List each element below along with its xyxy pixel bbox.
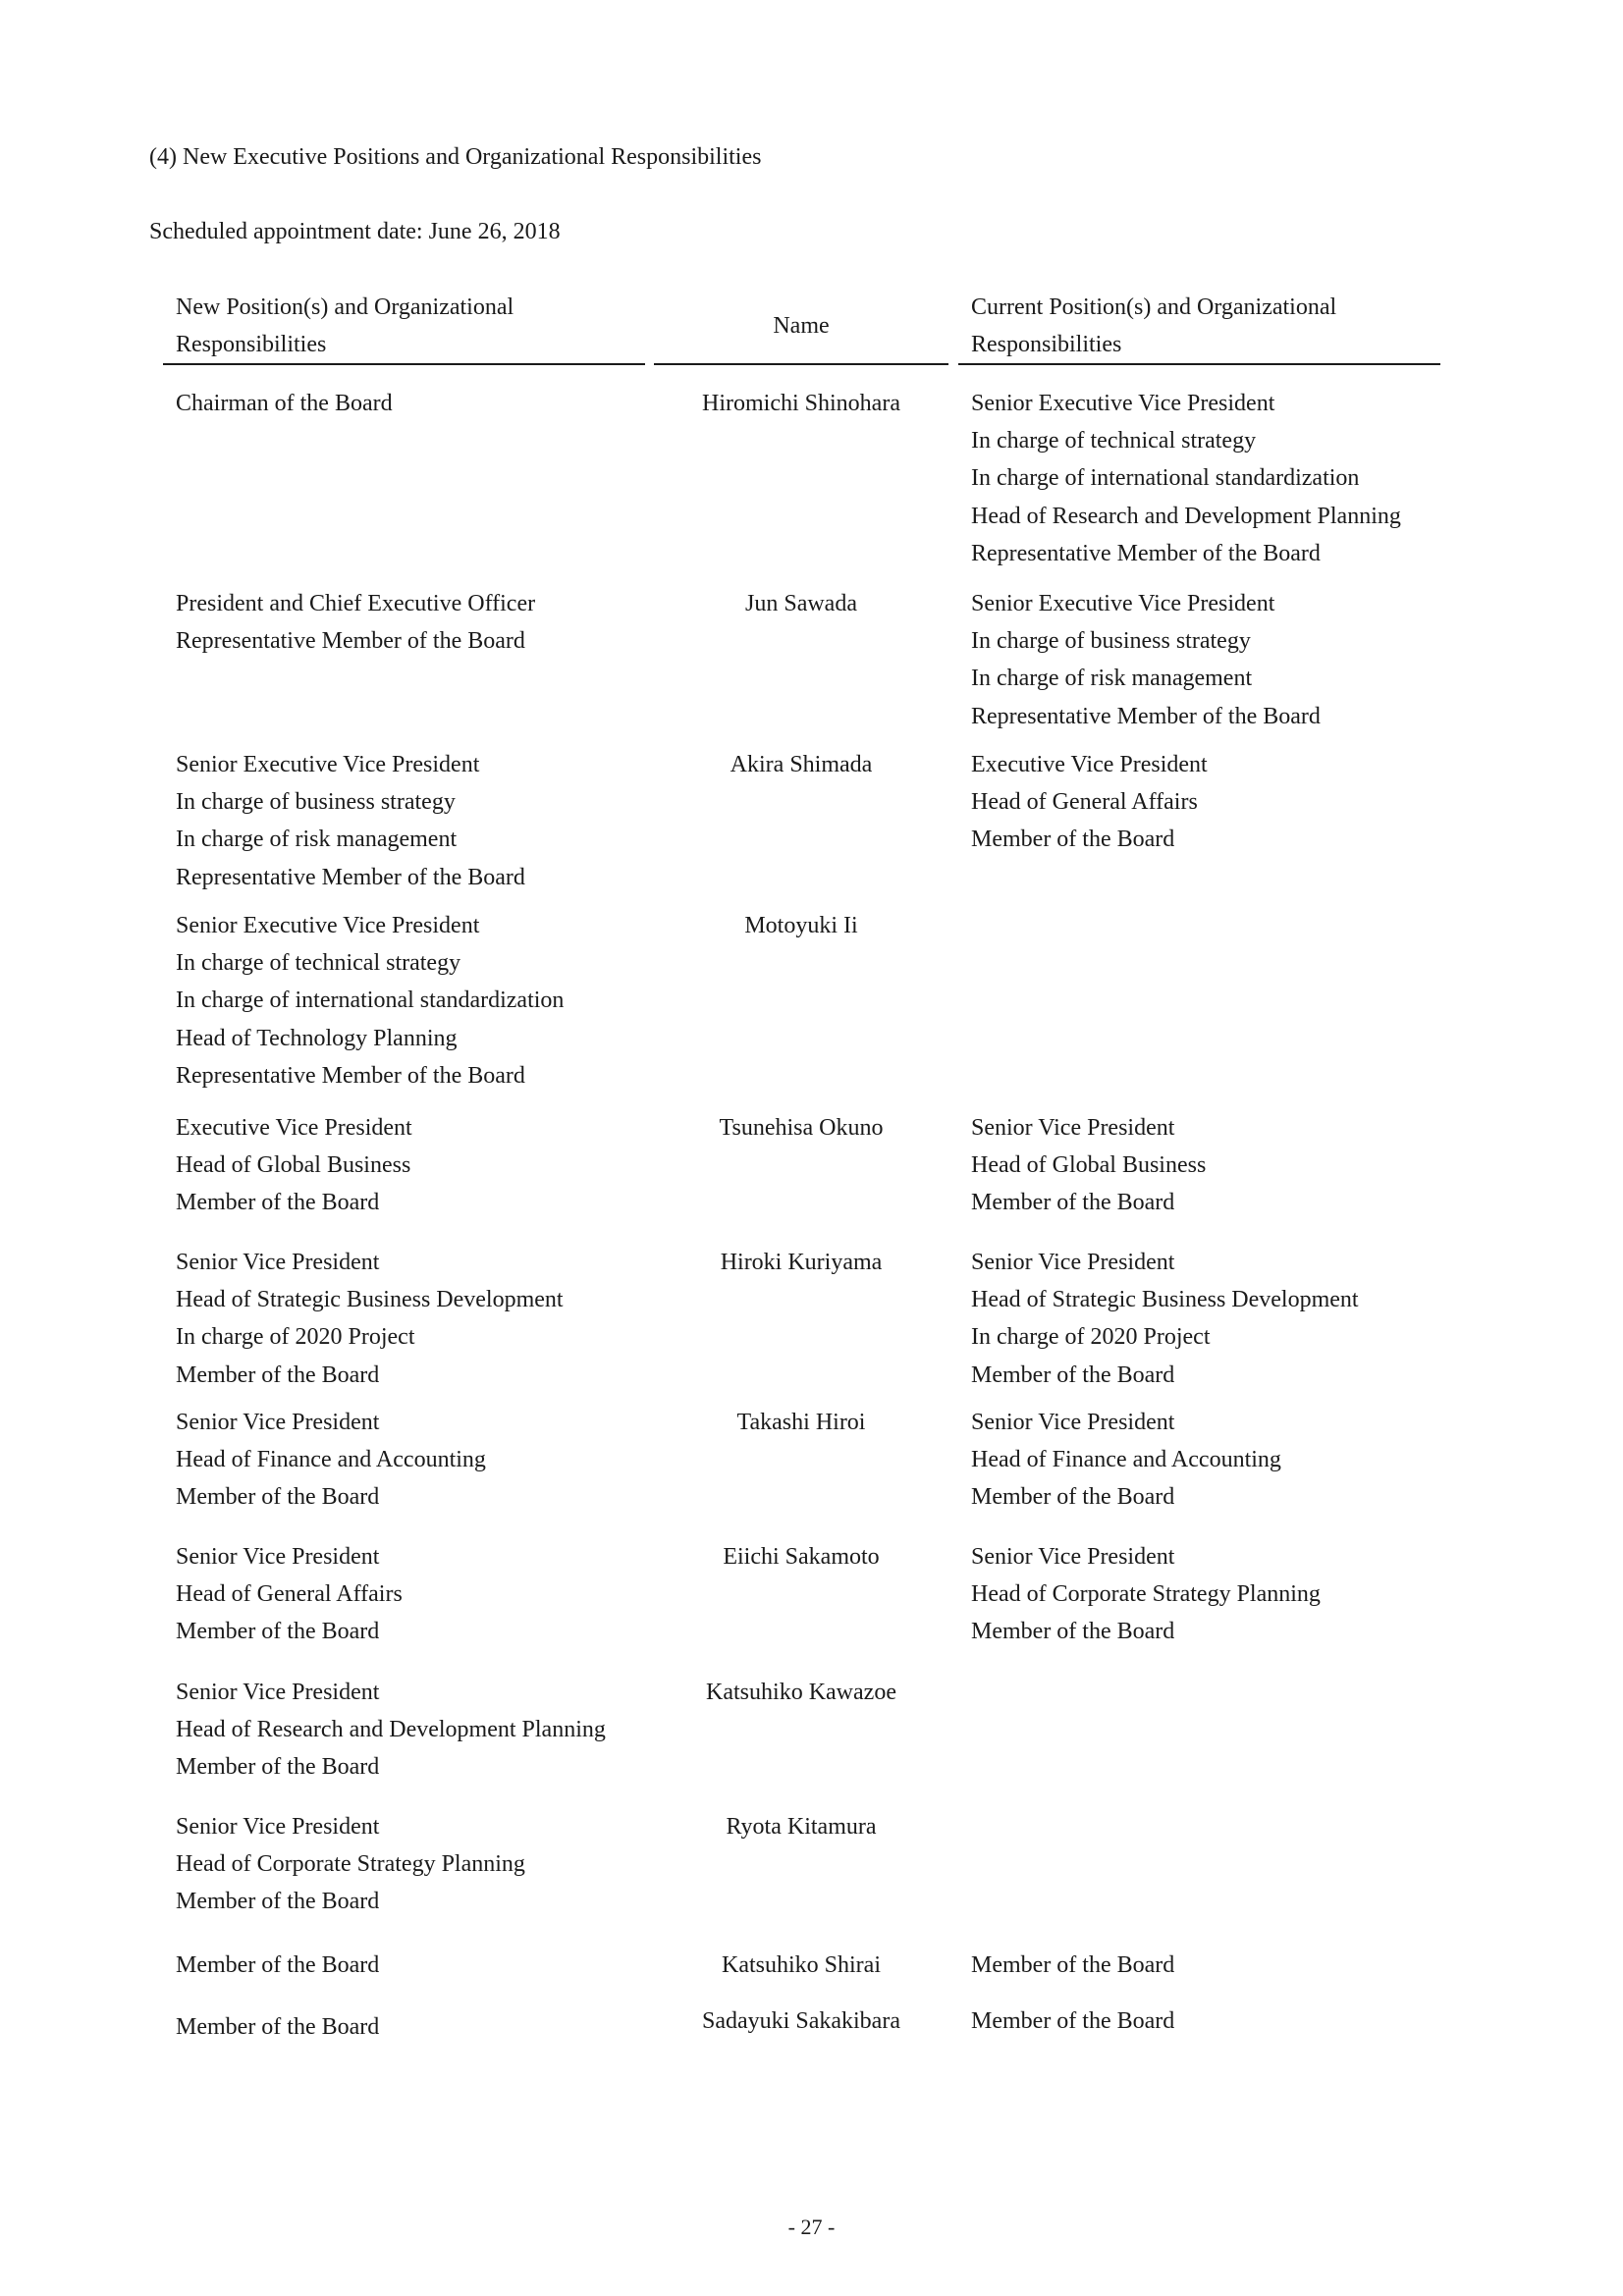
current-position-line: Senior Executive Vice President	[971, 591, 1275, 616]
executive-name: Hiromichi Shinohara	[702, 391, 900, 416]
new-position-cell	[176, 1808, 525, 1921]
page-number: - 27 -	[787, 2215, 836, 2239]
new-position-cell	[176, 907, 564, 1095]
new-position-line: Head of Finance and Accounting	[176, 1447, 486, 1473]
current-position-line: Head of Finance and Accounting	[971, 1447, 1281, 1473]
current-position-line: Member of the Board	[971, 1190, 1175, 1216]
new-position-line: Member of the Board	[176, 1190, 380, 1216]
new-position-line: Representative Member of the Board	[176, 864, 525, 890]
current-position-cell	[971, 1404, 1281, 1517]
executive-name: Sadayuki Sakakibara	[702, 2008, 900, 2034]
new-position-line: Member of the Board	[176, 1619, 380, 1645]
header-new-position-line: New Position(s) and Organizational	[176, 294, 514, 320]
current-position-line: Representative Member of the Board	[971, 703, 1321, 729]
current-position-cell	[971, 1538, 1321, 1651]
new-position-cell	[176, 746, 525, 896]
current-position-line: Representative Member of the Board	[971, 540, 1321, 566]
header-new-position-line: Responsibilities	[176, 332, 327, 357]
current-position-line: In charge of international standardization	[971, 465, 1360, 492]
new-position-line: In charge of risk management	[176, 827, 458, 853]
new-position-cell	[176, 1674, 606, 1787]
new-position-line: Representative Member of the Board	[176, 1062, 525, 1089]
new-position-line: Executive Vice President	[176, 1115, 412, 1141]
current-position-cell	[971, 746, 1208, 859]
current-position-line: Senior Vice President	[971, 1115, 1175, 1141]
new-position-line: Member of the Board	[176, 2014, 380, 2040]
current-position-cell	[971, 1109, 1206, 1222]
current-position-line: Head of Strategic Business Development	[971, 1287, 1359, 1313]
new-position-line: Senior Vice President	[176, 1814, 380, 1840]
current-position-line: Head of General Affairs	[971, 789, 1198, 816]
new-position-line: Member of the Board	[176, 1754, 380, 1781]
new-position-line: Senior Vice President	[176, 1680, 380, 1705]
current-position-line: Head of Corporate Strategy Planning	[971, 1581, 1321, 1608]
new-position-line: Senior Vice President	[176, 1250, 380, 1275]
current-position-cell	[971, 385, 1401, 572]
current-position-line: Member of the Board	[971, 1619, 1175, 1645]
executive-name: Motoyuki Ii	[744, 913, 858, 938]
current-position-line: Senior Executive Vice President	[971, 391, 1275, 416]
executive-name: Takashi Hiroi	[736, 1410, 866, 1435]
current-position-line: Member of the Board	[971, 1952, 1175, 1978]
current-position-line: In charge of business strategy	[971, 628, 1251, 655]
current-position-line: Senior Vice President	[971, 1544, 1175, 1570]
executive-name: Katsuhiko Shirai	[722, 1952, 881, 1978]
executive-name: Jun Sawada	[745, 591, 857, 616]
new-position-line: Representative Member of the Board	[176, 628, 525, 655]
new-position-line: Head of Technology Planning	[176, 1025, 458, 1051]
new-position-line: Member of the Board	[176, 1484, 380, 1511]
new-position-line: Senior Executive Vice President	[176, 752, 480, 777]
new-position-line: President and Chief Executive Officer	[176, 591, 536, 616]
new-position-line: Member of the Board	[176, 1889, 380, 1915]
current-position-line: In charge of risk management	[971, 666, 1253, 692]
current-position-line: Member of the Board	[971, 1484, 1175, 1511]
new-position-cell	[176, 1538, 403, 1651]
current-position-line: Member of the Board	[971, 2008, 1175, 2034]
new-position-line: In charge of business strategy	[176, 789, 456, 816]
executive-name: Eiichi Sakamoto	[723, 1544, 880, 1570]
new-position-line: Senior Executive Vice President	[176, 913, 480, 938]
current-position-cell	[971, 585, 1321, 735]
section-title: (4) New Executive Positions and Organizational Responsibilities	[149, 144, 762, 170]
new-position-cell	[176, 1244, 564, 1394]
new-position-line: Head of Research and Development Planning	[176, 1717, 606, 1743]
current-position-cell	[971, 1244, 1359, 1394]
new-position-line: Senior Vice President	[176, 1410, 380, 1435]
current-position-cell	[971, 1947, 1174, 1984]
executive-name: Tsunehisa Okuno	[719, 1115, 884, 1141]
new-position-cell	[176, 385, 393, 422]
new-position-line: Head of General Affairs	[176, 1581, 403, 1608]
new-position-cell	[176, 1109, 412, 1222]
new-position-cell	[176, 585, 535, 660]
current-position-line: Executive Vice President	[971, 752, 1208, 777]
header-current-position-line: Responsibilities	[971, 332, 1122, 357]
current-position-line: Member of the Board	[971, 827, 1175, 853]
new-position-line: In charge of technical strategy	[176, 950, 461, 977]
new-position-cell	[176, 1947, 379, 1984]
current-position-line: Head of Research and Development Planning	[971, 503, 1401, 529]
current-position-line: Member of the Board	[971, 1362, 1175, 1388]
executive-name: Akira Shimada	[730, 752, 873, 777]
header-current-position-line: Current Position(s) and Organizational	[971, 294, 1337, 320]
current-position-line: Senior Vice President	[971, 1250, 1175, 1275]
new-position-line: Senior Vice President	[176, 1544, 380, 1570]
executive-name: Hiroki Kuriyama	[720, 1250, 883, 1275]
current-position-line: Senior Vice President	[971, 1410, 1175, 1435]
appointment-date: Scheduled appointment date: June 26, 2018	[149, 219, 561, 244]
new-position-line: Head of Global Business	[176, 1152, 411, 1179]
new-position-line: Member of the Board	[176, 1362, 380, 1388]
new-position-line: Head of Strategic Business Development	[176, 1287, 564, 1313]
new-position-cell	[176, 1404, 486, 1517]
new-position-line: Head of Corporate Strategy Planning	[176, 1851, 525, 1878]
new-position-line: In charge of 2020 Project	[176, 1324, 415, 1351]
new-position-line: Member of the Board	[176, 1952, 380, 1978]
current-position-line: In charge of technical strategy	[971, 428, 1257, 454]
header-name-label: Name	[773, 313, 830, 339]
executive-name: Katsuhiko Kawazoe	[706, 1680, 896, 1705]
new-position-line: In charge of international standardization	[176, 988, 565, 1014]
current-position-line: Head of Global Business	[971, 1152, 1207, 1179]
new-position-cell	[176, 2008, 379, 2046]
executive-name: Ryota Kitamura	[726, 1814, 877, 1840]
current-position-line: In charge of 2020 Project	[971, 1324, 1211, 1351]
new-position-line: Chairman of the Board	[176, 391, 393, 416]
current-position-cell	[971, 2002, 1174, 2040]
